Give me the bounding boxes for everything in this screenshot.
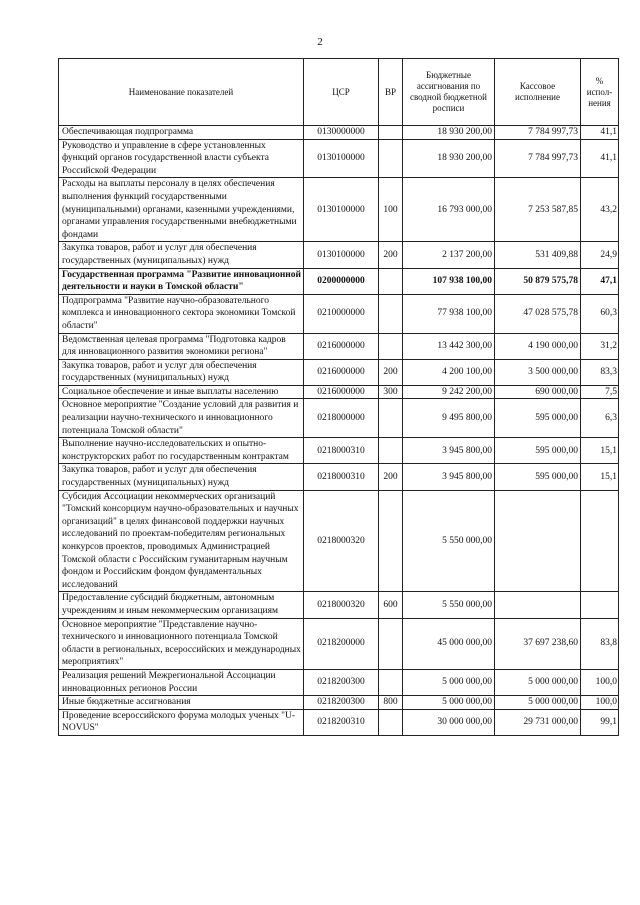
row-cash: 47 028 575,78: [495, 294, 581, 333]
row-percent: [581, 490, 619, 592]
row-assignment: 13 442 300,00: [403, 333, 495, 359]
row-vr: 600: [379, 592, 403, 618]
row-csr: 0218000320: [304, 490, 379, 592]
row-percent: 15,1: [581, 438, 619, 464]
row-assignment: 2 137 200,00: [403, 242, 495, 268]
table-row: [59, 399, 619, 438]
row-vr: 800: [379, 696, 403, 710]
row-name: Руководство и управление в сфере установленных функций органов государственной власти субъекта Российской Федерации: [59, 139, 304, 178]
row-vr: [379, 490, 403, 592]
row-name: Проведение всероссийского форума молодых ученых "U-NOVUS": [59, 709, 304, 735]
row-csr: 0200000000: [304, 268, 379, 294]
header-name: Наименование показателей: [59, 59, 304, 126]
table-row: [59, 618, 619, 669]
row-assignment: 9 242 200,00: [403, 385, 495, 399]
table-row: [59, 669, 619, 695]
table-header-row: [59, 59, 619, 126]
row-percent: 6,3: [581, 399, 619, 438]
row-cash: 595 000,00: [495, 399, 581, 438]
row-cash: 595 000,00: [495, 464, 581, 490]
budget-table: [58, 58, 619, 736]
row-name: Закупка товаров, работ и услуг для обеспечения государственных (муниципальных) нужд: [59, 359, 304, 385]
table-row: [59, 359, 619, 385]
row-cash: [495, 592, 581, 618]
row-csr: 0130100000: [304, 242, 379, 268]
table-row: [59, 178, 619, 242]
table-row: [59, 242, 619, 268]
table-row: [59, 438, 619, 464]
row-assignment: 30 000 000,00: [403, 709, 495, 735]
row-cash: 5 000 000,00: [495, 669, 581, 695]
row-name: Ведомственная целевая программа "Подготовка кадров для инновационного развития экономики региона": [59, 333, 304, 359]
row-cash: 690 000,00: [495, 385, 581, 399]
row-name: Субсидия Ассоциации некоммерческих организаций "Томский консорциум научно-образовательных и научных организаций" в целях финансовой поддержки научных исследований по проектам-победителям региональных конкурсов проектов, проводимых Администрацией Томской области с Российским гуманитарным научным фондом и Российским фондом фундаментальных исследований: [59, 490, 304, 592]
table-row: [59, 126, 619, 140]
row-percent: 41,1: [581, 139, 619, 178]
row-percent: 100,0: [581, 669, 619, 695]
row-name: Выполнение научно-исследовательских и опытно-конструкторских работ по государственным контрактам: [59, 438, 304, 464]
table-row: [59, 696, 619, 710]
header-csr: ЦСР: [304, 59, 379, 126]
row-csr: 0210000000: [304, 294, 379, 333]
row-csr: 0216000000: [304, 333, 379, 359]
row-percent: 31,2: [581, 333, 619, 359]
table-row: [59, 294, 619, 333]
table-row: [59, 709, 619, 735]
row-vr: [379, 399, 403, 438]
row-vr: 100: [379, 178, 403, 242]
row-cash: 595 000,00: [495, 438, 581, 464]
row-assignment: 45 000 000,00: [403, 618, 495, 669]
row-percent: 24,9: [581, 242, 619, 268]
row-cash: 7 784 997,73: [495, 139, 581, 178]
row-cash: 3 500 000,00: [495, 359, 581, 385]
row-assignment: 18 930 200,00: [403, 139, 495, 178]
row-vr: [379, 268, 403, 294]
row-csr: 0218200310: [304, 709, 379, 735]
row-percent: [581, 592, 619, 618]
row-cash: 5 000 000,00: [495, 696, 581, 710]
row-name: Обеспечивающая подпрограмма: [59, 126, 304, 140]
row-name: Подпрограмма "Развитие научно-образовательного комплекса и инновационного сектора экономики Томской области": [59, 294, 304, 333]
row-vr: 300: [379, 385, 403, 399]
row-assignment: 5 550 000,00: [403, 490, 495, 592]
row-percent: 15,1: [581, 464, 619, 490]
table-row: [59, 139, 619, 178]
page-number: 2: [317, 36, 323, 48]
row-cash: 50 879 575,78: [495, 268, 581, 294]
row-cash: 29 731 000,00: [495, 709, 581, 735]
row-name: Иные бюджетные ассигнования: [59, 696, 304, 710]
table-row-program: [59, 268, 619, 294]
header-cash-execution: Кассовое исполнение: [495, 59, 581, 126]
row-assignment: 77 938 100,00: [403, 294, 495, 333]
table-row: [59, 385, 619, 399]
row-csr: 0218000310: [304, 464, 379, 490]
row-assignment: 9 495 800,00: [403, 399, 495, 438]
row-vr: [379, 294, 403, 333]
row-csr: 0218000000: [304, 399, 379, 438]
row-assignment: 18 930 200,00: [403, 126, 495, 140]
row-vr: [379, 333, 403, 359]
row-percent: 7,5: [581, 385, 619, 399]
row-vr: 200: [379, 464, 403, 490]
row-csr: 0218200300: [304, 669, 379, 695]
row-percent: 83,3: [581, 359, 619, 385]
row-csr: 0218000320: [304, 592, 379, 618]
row-vr: [379, 618, 403, 669]
row-vr: [379, 438, 403, 464]
table-row: [59, 464, 619, 490]
row-vr: [379, 126, 403, 140]
row-name: Социальное обеспечение и иные выплаты населению: [59, 385, 304, 399]
row-cash: 4 190 000,00: [495, 333, 581, 359]
row-cash: [495, 490, 581, 592]
row-name: Основное мероприятие "Представление научно-технического и инновационного потенциала Томской области в региональных, всероссийских и международных мероприятиях": [59, 618, 304, 669]
row-percent: 100,0: [581, 696, 619, 710]
row-assignment: 5 000 000,00: [403, 669, 495, 695]
row-name: Закупка товаров, работ и услуг для обеспечения государственных (муниципальных) нужд: [59, 464, 304, 490]
row-cash: 7 784 997,73: [495, 126, 581, 140]
row-assignment: 3 945 800,00: [403, 464, 495, 490]
row-assignment: 107 938 100,00: [403, 268, 495, 294]
row-percent: 41,1: [581, 126, 619, 140]
row-vr: [379, 669, 403, 695]
row-vr: [379, 139, 403, 178]
table-row: [59, 490, 619, 592]
header-assignments: Бюджетные ассигнования по сводной бюджетной росписи: [403, 59, 495, 126]
row-csr: 0216000000: [304, 359, 379, 385]
row-csr: 0218200300: [304, 696, 379, 710]
row-percent: 60,3: [581, 294, 619, 333]
row-assignment: 5 000 000,00: [403, 696, 495, 710]
row-assignment: 4 200 100,00: [403, 359, 495, 385]
row-cash: 531 409,88: [495, 242, 581, 268]
row-assignment: 3 945 800,00: [403, 438, 495, 464]
row-csr: 0218200000: [304, 618, 379, 669]
row-name: Основное мероприятие "Создание условий для развития и реализации научно-технического и инновационного потенциала Томской области": [59, 399, 304, 438]
row-cash: 7 253 587,85: [495, 178, 581, 242]
row-assignment: 5 550 000,00: [403, 592, 495, 618]
row-csr: 0130000000: [304, 126, 379, 140]
row-assignment: 16 793 000,00: [403, 178, 495, 242]
row-percent: 47,1: [581, 268, 619, 294]
row-percent: 99,1: [581, 709, 619, 735]
row-name: Закупка товаров, работ и услуг для обеспечения государственных (муниципальных) нужд: [59, 242, 304, 268]
row-csr: 0216000000: [304, 385, 379, 399]
row-vr: 200: [379, 359, 403, 385]
table-row: [59, 592, 619, 618]
row-percent: 43,2: [581, 178, 619, 242]
header-percent: % испол-нения: [581, 59, 619, 126]
row-vr: [379, 709, 403, 735]
header-vr: ВР: [379, 59, 403, 126]
row-cash: 37 697 238,60: [495, 618, 581, 669]
row-csr: 0130100000: [304, 178, 379, 242]
row-percent: 83,8: [581, 618, 619, 669]
row-name: Реализация решений Межрегиональной Ассоциации инновационных регионов России: [59, 669, 304, 695]
row-name: Расходы на выплаты персоналу в целях обеспечения выполнения функций государственными (муниципальными) органами, казенными учреждениями, органами управления государственными внебюджетными фондами: [59, 178, 304, 242]
row-csr: 0218000310: [304, 438, 379, 464]
row-vr: 200: [379, 242, 403, 268]
row-csr: 0130100000: [304, 139, 379, 178]
row-name: Государственная программа "Развитие инновационной деятельности и науки в Томской области": [59, 268, 304, 294]
table-row: [59, 333, 619, 359]
row-name: Предоставление субсидий бюджетным, автономным учреждениям и иным некоммерческим организациям: [59, 592, 304, 618]
